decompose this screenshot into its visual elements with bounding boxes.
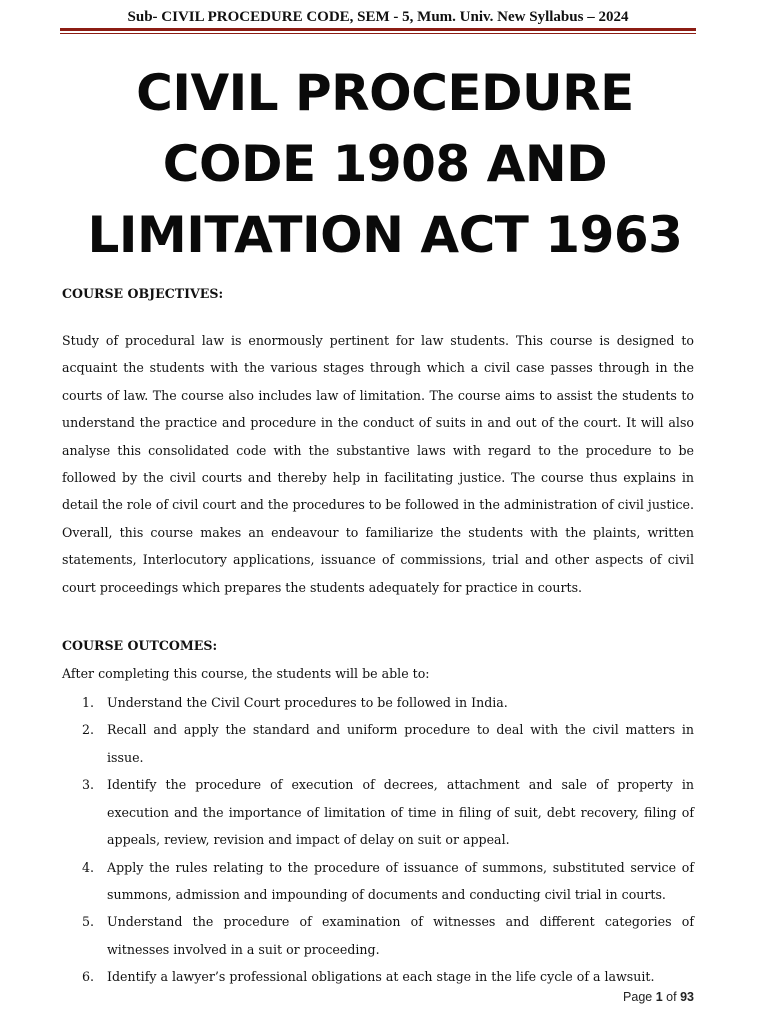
title-line-3: LIMITATION ACT 1963 [87, 206, 683, 264]
outcome-number: 3. [82, 777, 95, 793]
outcome-item [62, 963, 694, 990]
header-rule-thick [60, 28, 696, 31]
course-outcomes-intro: After completing this course, the students will be able to: [62, 666, 430, 682]
outcome-text: Identify a lawyer’s professional obligations at each stage in the life cycle of a lawsuit. [107, 969, 655, 985]
page-word: Page [623, 990, 653, 1004]
outcome-item [62, 908, 694, 963]
header-rule-thin [60, 33, 696, 34]
body-content [62, 285, 694, 991]
page-number-footer [623, 990, 694, 1004]
document-title [40, 58, 730, 271]
outcome-text: Apply the rules relating to the procedure of issuance of summons, substituted service of summons, admission and impounding of documents and conducting civil trial in courts. [107, 859, 694, 902]
outcome-item [62, 689, 694, 716]
outcome-item [62, 771, 694, 853]
outcome-number: 4. [82, 859, 95, 875]
outcome-text: Recall and apply the standard and uniform procedure to deal with the civil matters in issue. [107, 722, 694, 765]
outcome-number: 1. [82, 695, 95, 711]
current-page-number: 1 [655, 990, 663, 1004]
title-line-2: CODE 1908 AND [162, 135, 608, 193]
outcome-number: 2. [82, 722, 95, 738]
course-outcomes-heading: COURSE OUTCOMES: [62, 638, 218, 654]
of-word: of [666, 990, 677, 1004]
outcome-number: 5. [82, 914, 95, 930]
course-objectives-paragraph: Study of procedural law is enormously pertinent for law students. This course is designed to acquaint the students with the various stages through which a civil case passes through in the courts of law. The course also includes law of limitation. The course aims to assist the students to understand the practice and procedure in the conduct of suits in and out of the court. It will also analyse this consolidated code with the substantive laws with regard to the procedure to be followed by the civil courts and thereby help in facilitating justice. The course thus explains in detail the role of civil court and the procedures to be followed in the administration of civil justice. Overall, this course makes an endeavour to familiarize the students with the plaints, written statements, Interlocutory applications, issuance of commissions, trial and other aspects of civil court proceedings which prepares the students adequately for practice in courts. [62, 333, 694, 595]
title-line-1: CIVIL PROCEDURE [136, 64, 634, 122]
outcome-text: Understand the procedure of examination of witnesses and different categories of witnesses involved in a suit or proceeding. [107, 914, 694, 957]
outcome-item [62, 716, 694, 771]
course-outcomes-list [62, 689, 694, 990]
running-header: Sub- CIVIL PROCEDURE CODE, SEM - 5, Mum. Univ. New Syllabus – 2024 [127, 9, 629, 25]
outcome-text: Understand the Civil Court procedures to be followed in India. [107, 695, 508, 711]
total-pages-number: 93 [680, 990, 694, 1004]
course-objectives-heading: COURSE OBJECTIVES: [62, 286, 224, 301]
outcome-text: Identify the procedure of execution of decrees, attachment and sale of property in execution and the importance of limitation of time in filing of suit, debt recovery, filing of appeals, review, revision and impact of delay on suit or appeal. [107, 777, 694, 848]
outcome-number: 6. [82, 969, 95, 985]
outcome-item [62, 854, 694, 909]
